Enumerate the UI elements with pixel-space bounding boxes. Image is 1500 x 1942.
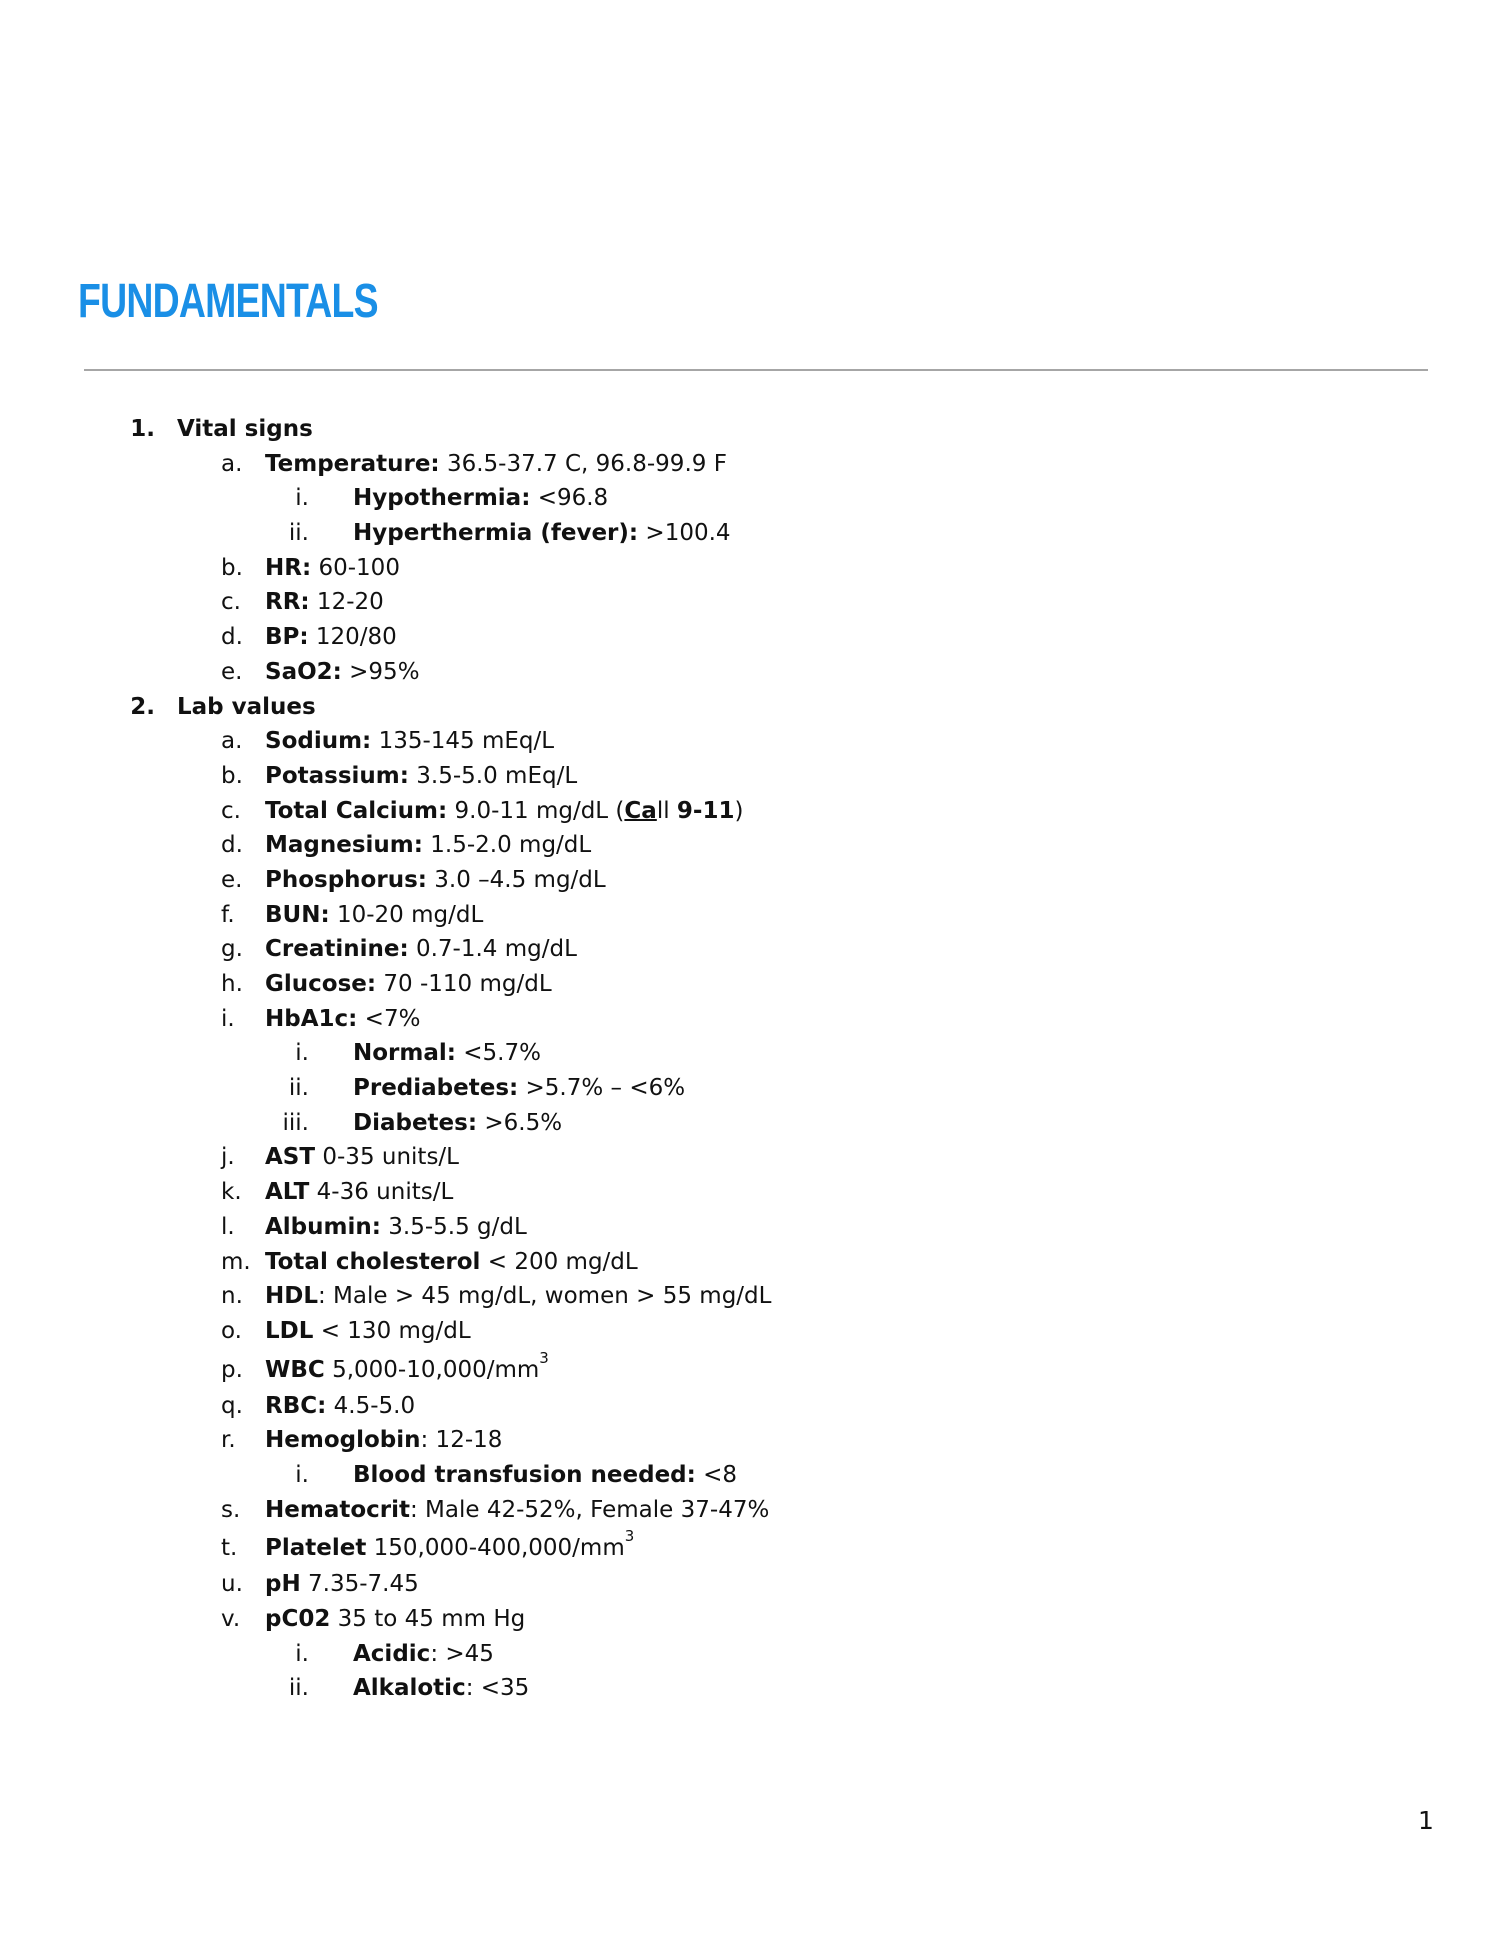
item-value: 36.5-37.7 C, 96.8-99.9 F xyxy=(439,450,727,477)
list-marker: a. xyxy=(221,728,243,755)
list-item xyxy=(0,1002,1500,1037)
item-value: 4-36 units/L xyxy=(309,1179,454,1206)
mnemonic-close: ) xyxy=(734,797,744,824)
item-label: Glucose: xyxy=(265,971,377,997)
list-item xyxy=(0,447,1500,482)
list-marker: i. xyxy=(295,1040,309,1067)
item-value: >6.5% xyxy=(477,1109,563,1136)
item-label: AST xyxy=(265,1144,316,1171)
item-label: WBC xyxy=(265,1356,325,1383)
list-marker: d. xyxy=(221,832,243,859)
item-label: Alkalotic xyxy=(353,1675,466,1702)
sub-list-item xyxy=(0,1106,1500,1141)
item-label: Blood transfusion needed: xyxy=(353,1461,696,1488)
list-marker: d. xyxy=(221,624,243,651)
section-heading: Lab values xyxy=(177,693,316,720)
list-marker: n. xyxy=(221,1283,243,1310)
list-item xyxy=(0,967,1500,1002)
sub-list-item xyxy=(0,1671,1500,1706)
item-value: 4.5-5.0 xyxy=(326,1392,416,1419)
list-marker: i. xyxy=(295,1461,309,1488)
item-label: Platelet xyxy=(265,1535,367,1562)
list-marker: ii. xyxy=(288,1675,309,1702)
list-marker: h. xyxy=(221,971,243,997)
list-item xyxy=(0,1210,1500,1245)
item-value: < 130 mg/dL xyxy=(313,1317,471,1344)
item-value: >5.7% – <6% xyxy=(518,1075,686,1102)
section-vital-signs xyxy=(0,412,1500,447)
item-value: 12-20 xyxy=(309,589,384,616)
item-label: SaO2: xyxy=(265,658,342,685)
list-marker: i. xyxy=(221,1005,235,1032)
item-value: >95% xyxy=(341,658,420,685)
item-label: pC02 xyxy=(265,1606,331,1632)
list-marker: g. xyxy=(221,936,243,963)
item-label: Hematocrit xyxy=(265,1496,410,1523)
item-label: Phosphorus: xyxy=(265,866,427,893)
item-value: 135-145 mEq/L xyxy=(371,728,555,755)
item-value: 3.0 –4.5 mg/dL xyxy=(426,866,606,893)
item-label: Normal: xyxy=(353,1040,456,1067)
mnemonic-number: 9-11 xyxy=(676,797,735,824)
list-item xyxy=(0,1175,1500,1210)
list-marker: q. xyxy=(221,1392,243,1419)
item-label: Albumin: xyxy=(265,1213,381,1240)
page-number: 1 xyxy=(1418,1806,1434,1835)
page-title: FUNDAMENTALS xyxy=(78,275,378,328)
mnemonic-ca: Ca xyxy=(624,797,657,824)
list-marker: r. xyxy=(221,1427,236,1454)
list-marker: k. xyxy=(221,1179,242,1206)
item-label: Total Calcium: xyxy=(265,797,448,824)
list-marker: v. xyxy=(221,1606,241,1632)
item-label: Total cholesterol xyxy=(265,1248,481,1275)
item-label: HDL xyxy=(265,1283,318,1310)
list-item xyxy=(0,1349,1500,1389)
item-value: <8 xyxy=(695,1461,738,1488)
list-item xyxy=(0,794,1500,829)
list-marker: e. xyxy=(221,866,243,893)
list-marker: i. xyxy=(295,485,309,512)
list-item xyxy=(0,1140,1500,1175)
item-value: 1.5-2.0 mg/dL xyxy=(422,832,592,859)
item-label: Hypothermia: xyxy=(353,485,531,512)
item-label: Acidic xyxy=(353,1640,431,1667)
sub-list-item xyxy=(0,481,1500,516)
item-label: LDL xyxy=(265,1317,314,1344)
item-value: < 200 mg/dL xyxy=(480,1248,638,1275)
item-value: 3.5-5.5 g/dL xyxy=(380,1213,527,1240)
list-item xyxy=(0,759,1500,794)
item-label: RR: xyxy=(265,589,310,616)
list-marker: u. xyxy=(221,1571,243,1598)
list-marker: l. xyxy=(221,1213,235,1240)
list-marker: i. xyxy=(295,1640,309,1667)
list-item xyxy=(0,655,1500,690)
item-label: BUN: xyxy=(265,901,330,928)
list-marker: p. xyxy=(221,1356,243,1383)
item-label: BP: xyxy=(265,624,309,651)
list-marker: j. xyxy=(221,1144,235,1171)
list-marker: b. xyxy=(221,762,243,789)
list-item xyxy=(0,585,1500,620)
item-label: Potassium: xyxy=(265,762,409,789)
list-marker: f. xyxy=(221,901,235,928)
item-value: <7% xyxy=(357,1005,421,1032)
item-value: >100.4 xyxy=(638,520,731,547)
item-value: : Male 42-52%, Female 37-47% xyxy=(410,1496,770,1523)
section-heading: Vital signs xyxy=(177,416,313,442)
list-marker: ii. xyxy=(288,520,309,547)
list-item xyxy=(0,828,1500,863)
list-item xyxy=(0,1602,1500,1637)
item-label: RBC: xyxy=(265,1392,327,1419)
list-item xyxy=(0,620,1500,655)
list-item xyxy=(0,1279,1500,1314)
list-item xyxy=(0,1389,1500,1424)
item-value: 5,000-10,000/mm xyxy=(324,1356,540,1383)
item-value: 70 -110 mg/dL xyxy=(376,971,552,997)
item-label: Sodium: xyxy=(265,728,372,755)
sub-list-item xyxy=(0,516,1500,551)
sub-list-item xyxy=(0,1036,1500,1071)
item-label: Temperature: xyxy=(265,450,440,477)
list-marker: m. xyxy=(221,1248,251,1275)
list-item xyxy=(0,932,1500,967)
sub-list-item xyxy=(0,1458,1500,1493)
item-value: 60-100 xyxy=(311,554,400,581)
title-divider xyxy=(84,369,1428,371)
item-value: 7.35-7.45 xyxy=(300,1571,419,1598)
section-lab-values xyxy=(0,690,1500,725)
list-marker: 1. xyxy=(130,416,155,442)
item-label: Diabetes: xyxy=(353,1109,478,1136)
list-item xyxy=(0,724,1500,759)
list-item xyxy=(0,1493,1500,1528)
item-value: 9.0-11 mg/dL ( xyxy=(447,797,625,824)
list-marker: b. xyxy=(221,554,243,581)
superscript: 3 xyxy=(539,1348,549,1367)
item-value: : 12-18 xyxy=(420,1427,503,1454)
item-value: : <35 xyxy=(465,1675,530,1702)
list-item xyxy=(0,1567,1500,1602)
item-value: 150,000-400,000/mm xyxy=(366,1535,625,1562)
list-marker: 2. xyxy=(130,693,155,720)
item-value: 10-20 mg/dL xyxy=(329,901,484,928)
item-value: 35 to 45 mm Hg xyxy=(330,1606,526,1632)
item-label: HR: xyxy=(265,554,312,581)
item-label: Prediabetes: xyxy=(353,1075,519,1102)
item-value: 3.5-5.0 mEq/L xyxy=(408,762,578,789)
list-marker: c. xyxy=(221,589,241,616)
item-value: : >45 xyxy=(430,1640,494,1667)
list-marker: a. xyxy=(221,450,243,477)
item-label: Hemoglobin xyxy=(265,1427,421,1454)
item-value: : Male > 45 mg/dL, women > 55 mg/dL xyxy=(318,1283,772,1310)
superscript: 3 xyxy=(624,1527,635,1546)
list-item xyxy=(0,898,1500,933)
item-label: Hyperthermia (fever): xyxy=(353,520,639,547)
list-item xyxy=(0,1245,1500,1280)
outline-list xyxy=(0,412,1500,1706)
sub-list-item xyxy=(0,1637,1500,1672)
item-value: 0-35 units/L xyxy=(315,1144,459,1171)
list-marker: e. xyxy=(221,658,243,685)
list-marker: iii. xyxy=(282,1109,309,1136)
list-marker: t. xyxy=(221,1535,238,1562)
item-label: pH xyxy=(265,1571,301,1598)
mnemonic-ll: ll xyxy=(656,797,677,824)
list-item xyxy=(0,551,1500,586)
list-item xyxy=(0,1423,1500,1458)
item-value: <5.7% xyxy=(455,1040,541,1067)
sub-list-item xyxy=(0,1071,1500,1106)
list-marker: s. xyxy=(221,1496,241,1523)
item-label: HbA1c: xyxy=(265,1005,358,1032)
list-marker: c. xyxy=(221,797,241,824)
item-label: ALT xyxy=(265,1179,310,1206)
item-label: Magnesium: xyxy=(265,832,423,859)
item-value: 0.7-1.4 mg/dL xyxy=(408,936,577,963)
list-item xyxy=(0,863,1500,898)
item-value: <96.8 xyxy=(530,485,609,512)
item-value: 120/80 xyxy=(308,624,397,651)
list-marker: o. xyxy=(221,1317,242,1344)
list-marker: ii. xyxy=(288,1075,309,1102)
item-label: Creatinine: xyxy=(265,936,409,963)
list-item xyxy=(0,1314,1500,1349)
list-item xyxy=(0,1527,1500,1567)
